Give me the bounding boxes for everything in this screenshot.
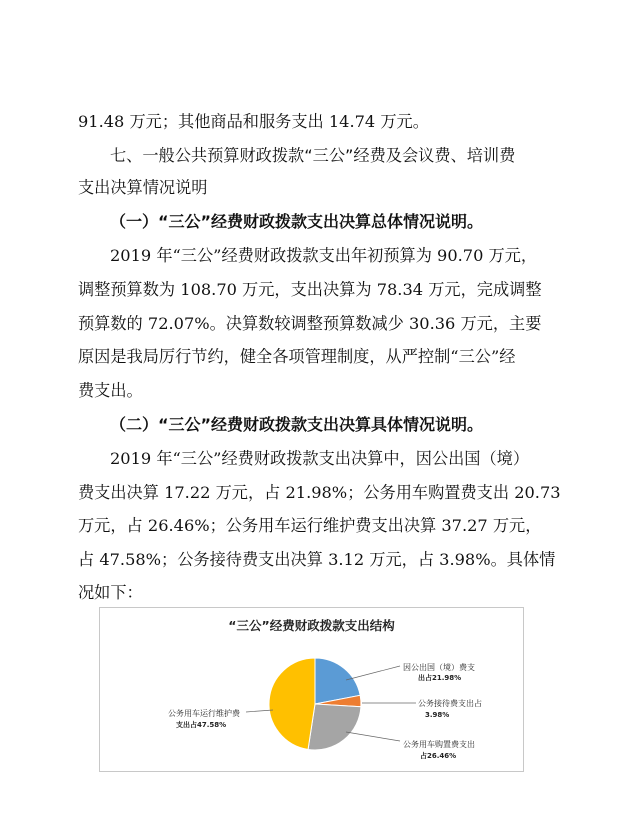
paragraph-line: 况如下： [78, 583, 143, 602]
section-heading-cont: 支出决算情况说明 [78, 178, 208, 197]
subheading-1: （一）“三公”经费财政拨款支出决算总体情况说明。 [110, 212, 484, 231]
paragraph-line: 原因是我局厉行节约，健全各项管理制度，从严控制“三公”经 [78, 347, 516, 366]
paragraph-line: 2019 年“三公”经费财政拨款支出决算中，因公出国（境） [110, 449, 530, 468]
paragraph-line: 91.48 万元；其他商品和服务支出 14.74 万元。 [78, 112, 429, 131]
paragraph-line: 调整预算数为 108.70 万元，支出决算为 78.34 万元，完成调整 [78, 280, 542, 299]
slice-label-line1: 因公出国（境）费支 [403, 663, 475, 672]
paragraph-line: 预算数的 72.07%。决算数较调整预算数减少 30.36 万元，主要 [78, 314, 542, 333]
slice-label-line2: 占26.46% [420, 752, 457, 760]
slice-label-line2: 支出占47.58% [176, 721, 227, 729]
slice-label-line1: 公务用车运行维护费 [168, 709, 240, 718]
pie-slice [269, 658, 315, 749]
leader-line [346, 732, 400, 741]
slice-label-line2: 3.98% [425, 711, 450, 719]
paragraph-line: 占 47.58%；公务接待费支出决算 3.12 万元，占 3.98%。具体情 [78, 550, 556, 569]
section-heading: 七、一般公共预算财政拨款“三公”经费及会议费、培训费 [110, 146, 516, 165]
subheading-2: （二）“三公”经费财政拨款支出决算具体情况说明。 [110, 415, 484, 434]
leader-line [346, 666, 400, 680]
pie-chart [99, 607, 524, 772]
slice-label-line1: 公务用车购置费支出 [403, 740, 475, 749]
slice-label-line2: 出占21.98% [418, 674, 462, 682]
chart-title: “三公”经费财政拨款支出结构 [228, 618, 395, 633]
paragraph-line: 费支出决算 17.22 万元，占 21.98%；公务用车购置费支出 20.73 [78, 483, 561, 502]
paragraph-line: 费支出。 [78, 381, 143, 400]
paragraph-line: 万元，占 26.46%；公务用车运行维护费支出决算 37.27 万元， [78, 516, 542, 535]
paragraph-line: 2019 年“三公”经费财政拨款支出年初预算为 90.70 万元， [110, 246, 538, 265]
slice-label-line1: 公务接待费支出占 [418, 699, 482, 708]
pie-slice [308, 704, 361, 750]
